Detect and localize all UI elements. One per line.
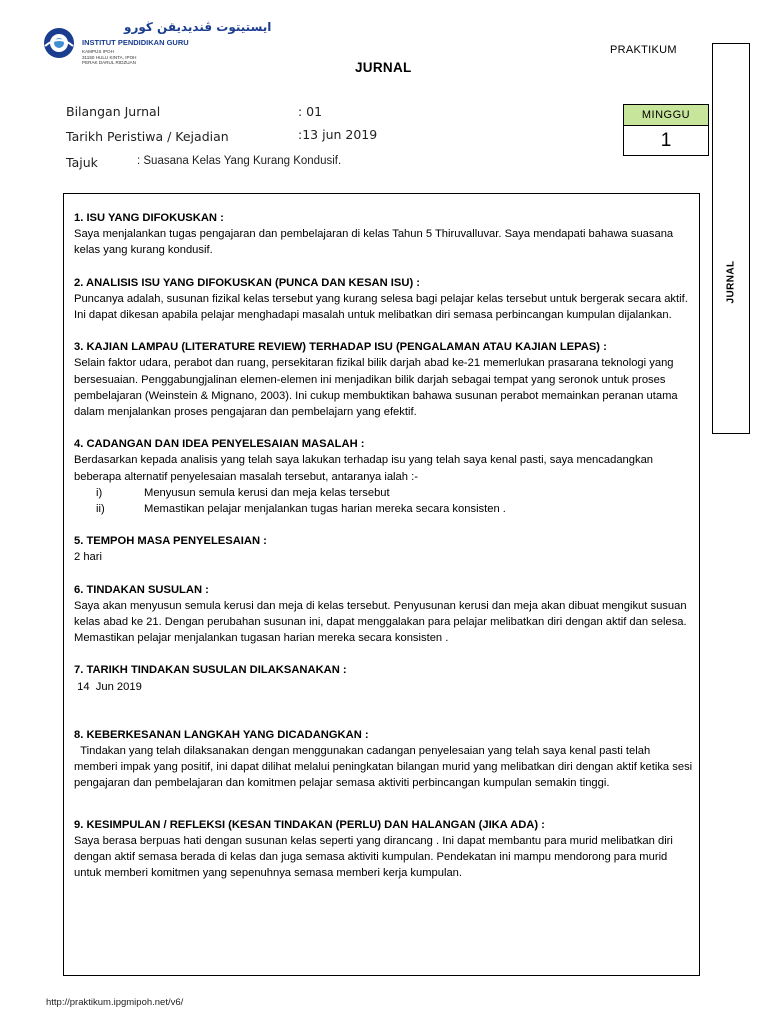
section-9-title: 9. KESIMPULAN / REFLEKSI (KESAN TINDAKAN (PERLU) DAN HALANGAN (JIKA ADA) : xyxy=(74,818,545,831)
list-item-text: Menyusun semula kerusi dan meja kelas tersebut xyxy=(144,486,390,499)
tajuk-label: Tajuk xyxy=(66,155,98,170)
list-item-text: Memastikan pelajar menjalankan tugas harian mereka secara konsisten . xyxy=(144,503,506,516)
footer-url: http://praktikum.ipgmipoh.net/v6/ xyxy=(46,997,184,1008)
section-1-body: Saya menjalankan tugas pengajaran dan pembelajaran di kelas Tahun 5 Thiruvalluvar. Saya mendapati bahawa suasana kelas yang kurang kondusif. xyxy=(74,228,674,257)
bilangan-label: Bilangan Jurnal xyxy=(66,104,161,119)
section-8-title: 8. KEBERKESANAN LANGKAH YANG DICADANGKAN : xyxy=(74,728,369,741)
list-item xyxy=(74,501,694,517)
section-8-body: Tindakan yang telah dilaksanakan dengan menggunakan cadangan penyelesaian yang telah saya kenal pasti telah memberi impak yang positif, ini dapat dilihat melalui peningkatan bilangan murid yang melibatkan diri dengan aktif ketika sesi pengajaran dan pembelajaran dan komitmen pelajar semasa aktiviti perbincangan kumpulan semakin tinggi. xyxy=(74,745,696,790)
journal-content xyxy=(74,210,694,882)
section-6-body: Saya akan menyusun semula kerusi dan meja di kelas tersebut. Penyusunan kerusi dan meja akan dibuat mengikut susuan kelas abad ke 21. Dengan perubahan susunan ini, dapat menggalakan para pelajar melibatkan diri dengan aktif dan selesa. Memastikan pelajar menjalankan tugasan harian mereka secara konsisten . xyxy=(74,599,687,645)
institute-logo xyxy=(42,20,272,70)
minggu-label: MINGGU xyxy=(624,105,708,126)
tarikh-label: Tarikh Peristiwa / Kejadian xyxy=(66,129,229,144)
section-3-title: 3. KAJIAN LAMPAU (LITERATURE REVIEW) TERHADAP ISU (PENGALAMAN ATAU KAJIAN LEPAS) : xyxy=(74,341,607,354)
minggu-number: 1 xyxy=(660,130,672,151)
section-7-title: 7. TARIKH TINDAKAN SUSULAN DILAKSANAKAN : xyxy=(74,664,347,677)
side-tab-label: JURNAL xyxy=(725,260,737,304)
tajuk-value: : Suasana Kelas Yang Kurang Kondusif. xyxy=(137,155,342,167)
section-4-body: Berdasarkan kepada analisis yang telah saya lakukan terhadap isu yang telah saya kenal pasti, saya mencadangkan beberapa alternatif penyelesaian masalah tersebut, antaranya ialah :- xyxy=(74,454,654,483)
list-item xyxy=(74,485,694,501)
minggu-box xyxy=(623,104,709,156)
bilangan-value: : 01 xyxy=(298,104,323,119)
logo-jawi-text: ايستيتوت ڤنديديقن ڬورو xyxy=(124,20,272,34)
praktikum-label: PRAKTIKUM xyxy=(610,44,677,56)
logo-institute-name: INSTITUT PENDIDIKAN GURU xyxy=(82,38,189,47)
section-5-body: 2 hari xyxy=(74,551,102,564)
section-4-title: 4. CADANGAN DAN IDEA PENYELESAIAN MASALAH : xyxy=(74,438,365,451)
section-5-title: 5. TEMPOH MASA PENYELESAIAN : xyxy=(74,535,267,548)
page-title: JURNAL xyxy=(355,60,412,75)
section-2-body: Puncanya adalah, susunan fizikal kelas tersebut yang kurang selesa bagi pelajar kelas tersebut untuk bergerak secara aktif. Ini dapat dikesan apabila pelajar menghadapi masalah untuk melibatkan diri semasa perbincangan kumpulan dijalankan. xyxy=(74,292,688,322)
section-2-title: 2. ANALISIS ISU YANG DIFOKUSKAN (PUNCA DAN KESAN ISU) : xyxy=(74,276,421,289)
list-item-number: i) xyxy=(96,486,103,499)
section-3-body: Selain faktor udara, perabot dan ruang, persekitaran fizikal bilik darjah abad ke-21 memerlukan prasarana teknologi yang bersesuaian. Penggabungjalinan elemen-elemen ini menjadikan bilik darjah sebagai tempat yang seronok untuk proses pembelajaran (Weinstein & Mignano, 2003). Ini cukup membuktikan bahawa susunan perabot memainkan peranan utama dalam menjalankan proses pengajaran dan pembelajarn yang efektif. xyxy=(74,357,678,419)
tarikh-value: :13 jun 2019 xyxy=(298,127,378,142)
section-1-title: 1. ISU YANG DIFOKUSKAN : xyxy=(74,212,224,224)
side-tab xyxy=(712,43,750,434)
section-7-body: 14 Jun 2019 xyxy=(74,680,142,693)
section-9-body: Saya berasa berpuas hati dengan susunan kelas seperti yang dirancang . Ini dapat membantu para murid melibatkan diri dengan aktif semasa berada di kelas dan juga semasa aktiviti kumpulan. Pendekatan ini mampu mendorong para murid untuk memberi komitmen yang sepenuhnya semasa memberi kerja kumpulan. xyxy=(74,834,673,880)
ipg-emblem-icon xyxy=(42,26,76,60)
section-6-title: 6. TINDAKAN SUSULAN : xyxy=(74,583,209,596)
journal-content-box xyxy=(63,193,700,976)
logo-address: KAMPUS IPOH 31150 HULU KINTA, IPOH PERAK DARUL RIDZUAN xyxy=(82,49,137,66)
list-item-number: ii) xyxy=(96,503,105,516)
